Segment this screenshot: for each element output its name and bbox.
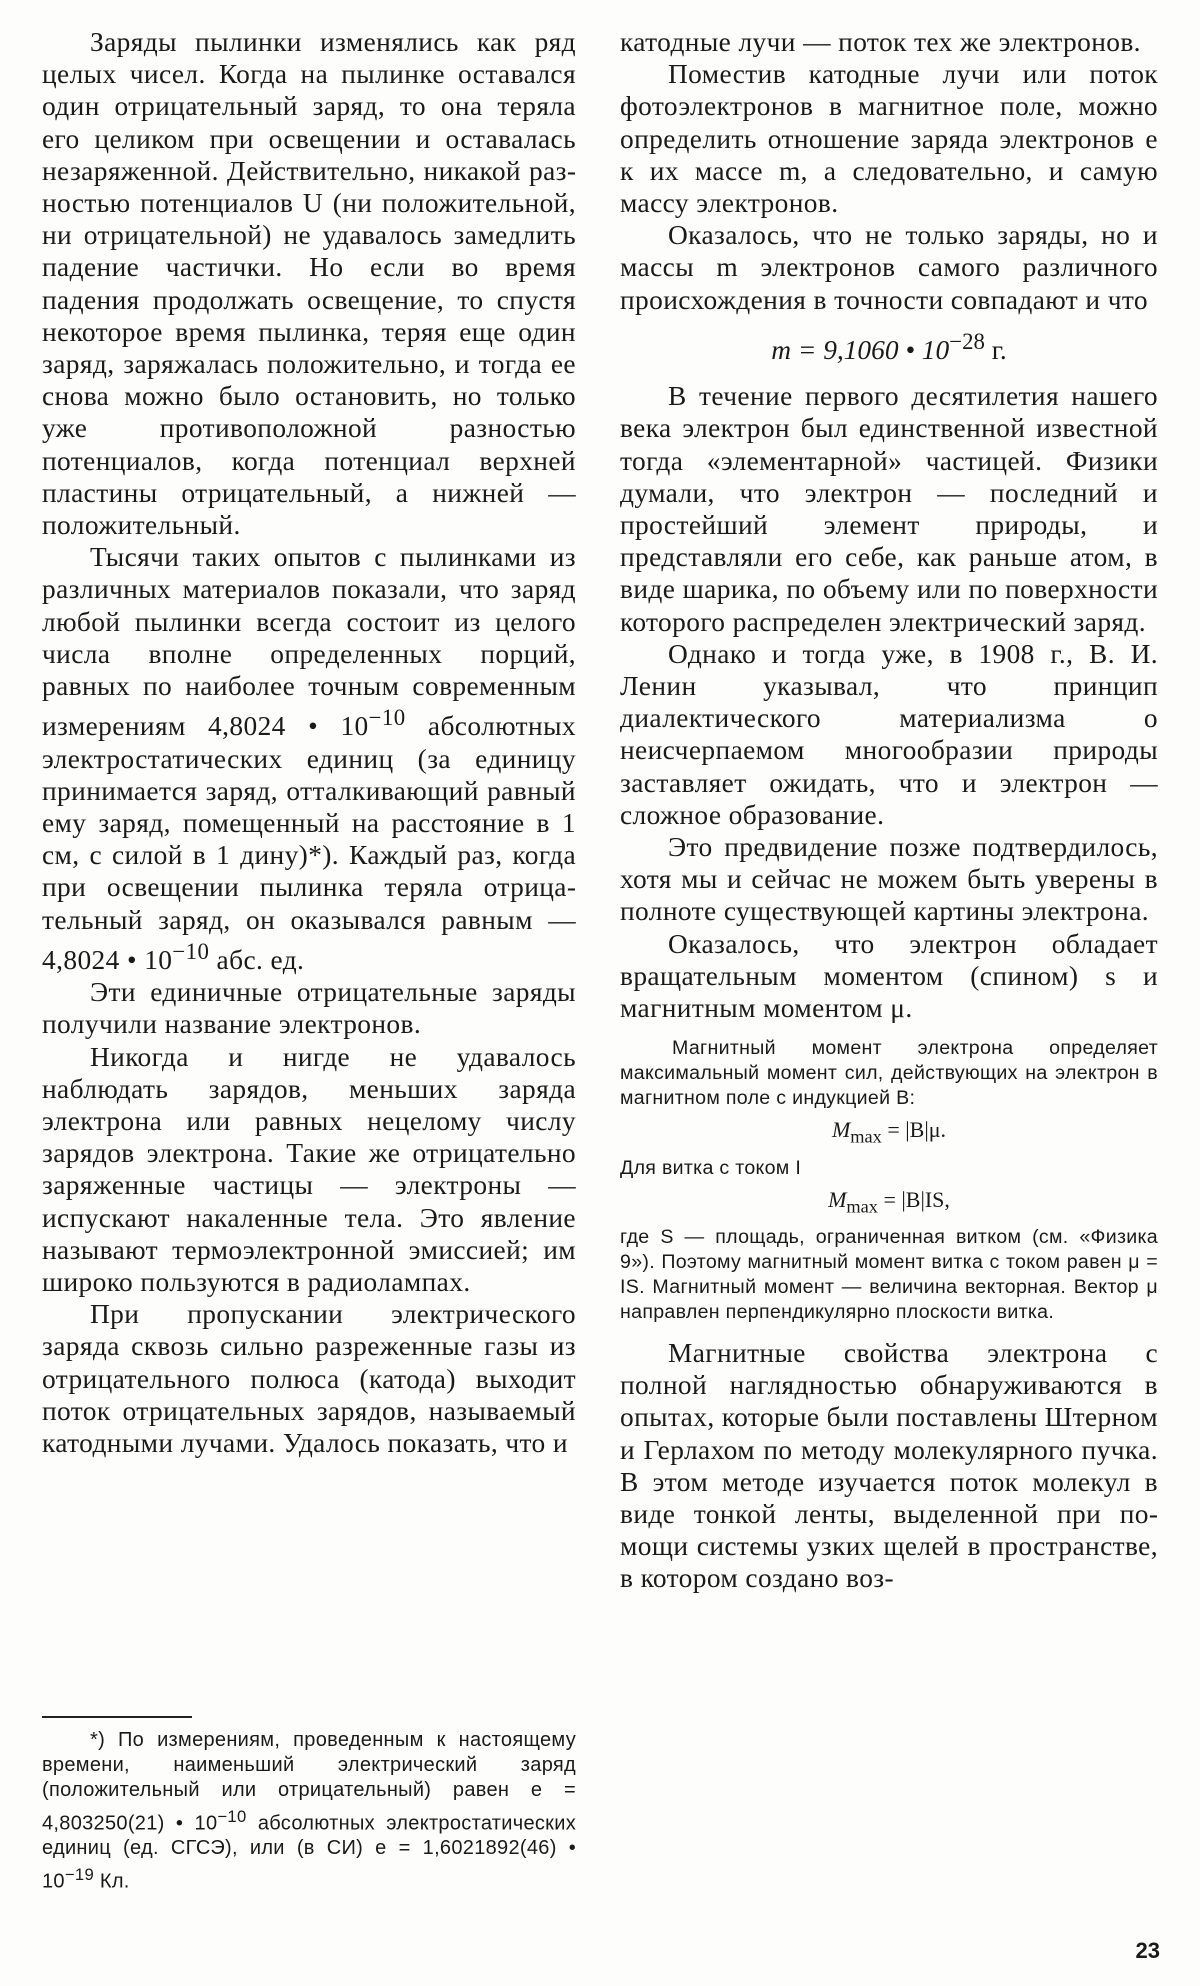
exponent: −19 [64, 1864, 95, 1884]
text-run: Кл. [94, 1870, 130, 1893]
moment-formula-2 [620, 1185, 1158, 1221]
subscript: max [850, 1126, 882, 1147]
note-text: где S — площадь, ограниченная витком (см. «Физика 9»). Поэтому магнитный момент витка с током равен μ = IS. Магнитный момент — величина векторная. Вектор μ направлен перпендикулярно плоскости витка. [620, 1226, 1158, 1323]
right-column [620, 26, 1158, 1595]
text-run: M [828, 1186, 847, 1212]
paragraph-prediction: Это предвидение позже подтвердилось, хотя мы и сейчас не можем быть уверены в полноте существующей картины электрона. [620, 832, 1158, 927]
text-run: = |B|μ. [881, 1117, 947, 1143]
electron-mass-formula [620, 326, 1158, 366]
left-column [42, 26, 576, 1459]
text-run: г. [984, 334, 1007, 365]
text-run: абсолютных электростатических единиц (за единицу принимается заряд, отталкивающий равный ему заряд, помещенный на расстояние в 1 см, с силой в 1 дину)*). Каждый раз, когда при освещении пылинка теряла отрицательный заряд, он оказывался равным — 4,8024 • 10 [42, 711, 576, 975]
text-run: m = 9,1060 • 10 [771, 334, 950, 365]
paragraph-thermionic-emission: Никогда и нигде не удавалось наблюдать зарядов, меньших заряда электрона или равных нецелому числу зарядов электрона. Такие же отрицательно заряженные частицы — электроны — испускают накаленные тела. Это явление называют термоэлектронной эмиссией; им широко пользуются в радиолампах. [42, 1041, 576, 1297]
footnote [42, 1728, 576, 1895]
subscript: max [846, 1196, 878, 1216]
paragraph-spin: Оказалось, что электрон обладает вращательным моментом (спином) s и магнитным моментом μ. [620, 928, 1158, 1024]
paragraph-cathode-rays: При пропускании электрического заряда сквозь сильно разреженные газы из отрицательного полюса (катода) выходит поток отрицательных зарядов, называемый катодными лучами. Удалось показать, что и [42, 1299, 576, 1458]
moment-formula-1 [620, 1115, 1158, 1151]
paragraph-stern-gerlach: Магнитные свойства электрона с полной наглядностью обнаруживаются в опытах, которые были поставлены Штерном и Герлахом по методу молекулярного пучка. В этом методе изучается поток молекул в виде тонкой ленты, выделенной при помощи системы узких щелей в пространстве, в котором создано воз- [620, 1338, 1158, 1594]
paragraph-cathode-continued: катодные лучи — поток тех же электронов. [620, 27, 1141, 57]
paragraph-thousands-experiments [42, 541, 576, 976]
footnote-divider [42, 1716, 192, 1718]
text-run: M [831, 1117, 851, 1143]
page-number: 23 [1135, 1938, 1160, 1963]
paragraph-elementary-particle: В течение первого десятилетия нашего века электрон был единственной известной тогда «элементарной» частицей. Физики думали, что электрон — последний и простейший элемент природы, и представляли его себе, как раньше атом, в виде шарика, по объему или по поверхности которого распределен электрический заряд. [620, 381, 1158, 637]
paragraph-lenin: Однако и тогда уже, в 1908 г., В. И. Ленин указывал, что принцип диалектического материализма о неисчерпаемом многообразии природы заставляет ожидать, что и электрон — сложное образование. [620, 638, 1158, 830]
note-text: Магнитный момент электрона определяет максимальный момент сил, действующих на электрон в магнитном поле с индукцией B: [620, 1037, 1158, 1110]
paragraph-magnetic-field: Поместив катодные лучи или поток фотоэлектронов в магнитное поле, можно определить отношение заряда электронов e к их массе m, а следовательно, и самую массу электронов. [620, 59, 1158, 219]
paragraph-electrons-name: Эти единичные отрицательные заряды получили название электронов. [42, 977, 576, 1040]
text-run: Тысячи таких опытов с пылинками из различных материалов показали, что заряд любой пылинки всегда состоит из целого числа вполне определенных порций, равных по наиболее точным современным измерениям 4,8024 • 10 [42, 542, 576, 742]
text-run: *) По измерениям, проведенным к настоящему времени, наименьший электрический заряд (положительный или отрицательный) равен e = 4,803250(21) • 10 [42, 1729, 576, 1835]
paragraph-masses-coincide: Оказалось, что не только заряды, но и массы m электронов самого различного происхождения в точности совпадают и что [620, 220, 1158, 315]
paragraph-dust-charges: Заряды пылинки изменялись как ряд целых чисел. Когда на пылинке оставался один отрицательный заряд, то она теряла его целиком при освещении и оставалась незаряженной. Действительно, никакой разностью потенциалов U (ни положительной, ни отрицательной) не удавалось замедлить падение частички. Но если во время падения продолжать освещение, то спустя некоторое время пылинка, теряя еще один заряд, заряжалась положительно, и тогда ее снова можно было остановить, но только уже противоположной разностью потенциалов, когда потенциал верхней пластины отрицательный, а нижней — положительный. [42, 27, 576, 541]
text-run: абсолютных электростатических единиц (ед. СГСЭ), или (в СИ) e = 1,6021892(46) • 10 [42, 1812, 576, 1893]
magnetic-moment-note [620, 1036, 1158, 1325]
text-run: = |B|IS, [877, 1186, 950, 1212]
exponent: −28 [949, 328, 985, 354]
exponent: −10 [217, 1806, 247, 1826]
exponent: −10 [172, 938, 210, 964]
note-text: Для витка с током I [620, 1156, 802, 1179]
exponent: −10 [368, 705, 406, 731]
footnote-text [42, 1728, 576, 1895]
text-run: абс. ед. [209, 944, 305, 975]
